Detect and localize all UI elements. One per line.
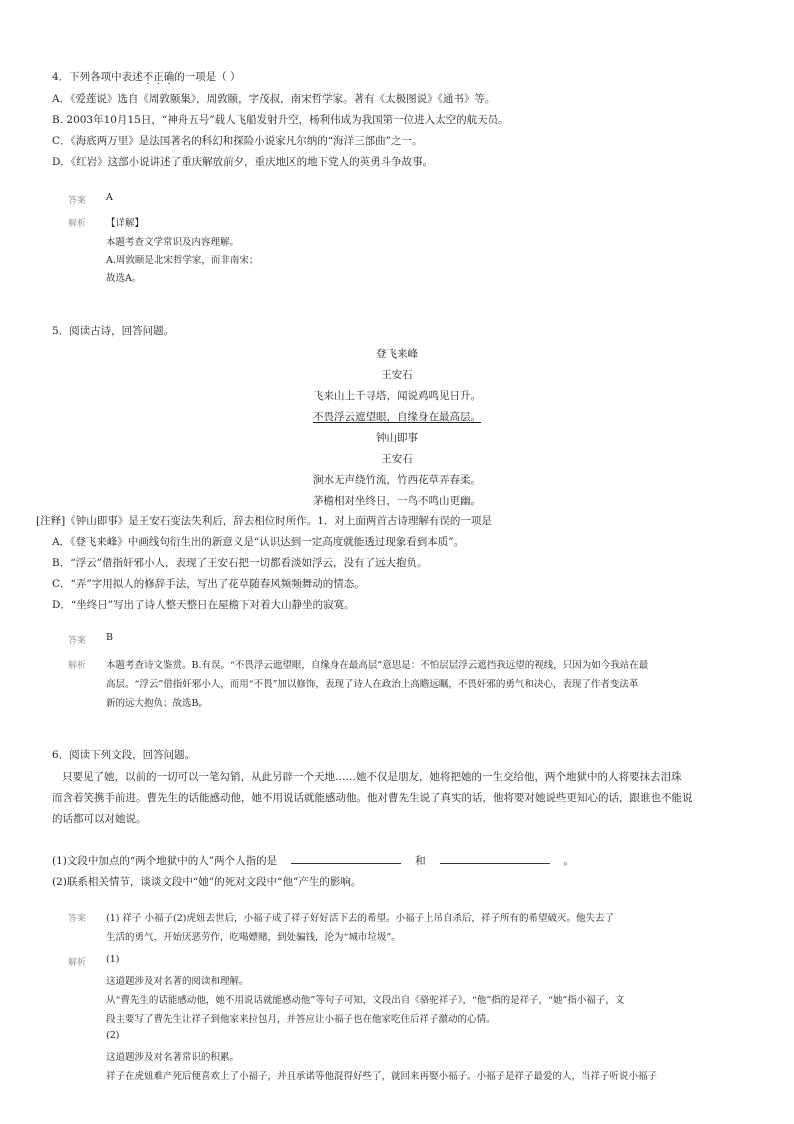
q6-explain-line: 祥子在虎妞难产死后便喜欢上了小福子，并且承诺等他混得好些了，就回来再娶小福子。小福子是祥子最爱的人，当祥子听说小福子	[106, 1071, 658, 1082]
q6-stem: 6．阅读下列文段，回答问题。	[52, 749, 196, 761]
q6-answer-line: 生活的勇气，开始厌恶劳作，吃喝嫖赌，到处骗钱，沦为“城市垃圾”。	[106, 932, 401, 943]
q4-answer: A	[106, 192, 113, 203]
poem-line-underlined: 不畏浮云遮望眼，自缘身在最高层。	[313, 411, 481, 423]
q6-explain-line: (1)	[106, 954, 120, 965]
q6-explain-line: (2)	[106, 1030, 120, 1041]
q4-stem: 4．下列各项中表述不正确的一项是（ ）	[52, 71, 241, 83]
q6-explain-label: 解析	[68, 958, 87, 968]
poem-line: 飞来山上千寻塔，闻说鸡鸣见日升。	[313, 390, 481, 402]
q4-option-b: B. 2003年10月15日，“神舟五号”载人飞船发射升空，杨利伟成为我国第一位进入太空的航天员。	[52, 114, 509, 126]
q5-explain-line: 新的远大抱负；故选B。	[106, 698, 208, 709]
poem-author-1: 王安石	[381, 369, 413, 381]
q4-explain-line: 【详解】	[106, 218, 145, 229]
poem-line: 涧水无声绕竹流，竹西花草弄春柔。	[313, 474, 481, 486]
poem-line: 茅檐相对坐终日，一鸟不鸣山更幽。	[313, 495, 481, 507]
q6-answer-line: (1) 祥子 小福子(2)虎妞去世后，小福子成了祥子好好活下去的希望。小福子上吊自杀后，祥子所有的希望破灭。他失去了	[106, 913, 614, 924]
poem-title-1: 登飞来峰	[376, 348, 418, 360]
q4-explain-label: 解析	[68, 219, 87, 229]
q6-explain-line: 段主要写了曹先生让祥子到他家来拉包月，并答应让小福子也在他家吃住后祥子激动的心情。	[106, 1014, 496, 1025]
q4-explain-line: 故选A。	[106, 273, 142, 284]
q5-explain-label: 解析	[68, 661, 87, 671]
q6-explain-line: 这道题涉及对名著的阅读和理解。	[106, 976, 249, 987]
q4-explain-line: A.周敦颐是北宋哲学家，而非南宋；	[106, 255, 259, 266]
q5-answer: B	[106, 632, 113, 643]
q6-passage-line: 而含着笑携手前进。曹先生的话能感动他，她不用说话就能感动他。他对曹先生说了真实的话，他将要对她说些更知心的话，跟谁也不能说	[52, 792, 693, 804]
answer-blank-2[interactable]	[440, 854, 550, 864]
q4-option-a: A．《爱莲说》选自《周敦颐集》，周敦颐，字茂叔，南宋哲学家。著有《太极图说》《通书》等。	[52, 93, 496, 105]
q5-option-b: B．“浮云”借指奸邪小人，表现了王安石把一切都看淡如浮云，没有了远大抱负。	[52, 557, 428, 569]
q4-option-d: D．《红岩》这部小说讲述了重庆解放前夕，重庆地区的地下党人的英勇斗争故事。	[52, 156, 434, 168]
q4-answer-label: 答案	[68, 196, 87, 206]
q5-option-d: D．“坐终日”写出了诗人整天整日在屋檐下对着大山静坐的寂寞。	[52, 599, 355, 611]
poem-title-2: 钟山即事	[376, 432, 418, 444]
q4-explain-line: 本题考查文学常识及内容理解。	[106, 237, 240, 248]
q6-explain-line: 这道题涉及对名著常识的积累。	[106, 1052, 240, 1063]
q5-explain-line: 本题考查诗文鉴赏。B.有误。“不畏浮云遮望眼，自缘身在最高层”意思是：不怕层层浮云遮挡我远望的视线，只因为如今我站在最	[106, 660, 649, 671]
q6-sub2: (2)联系相关情节，谈谈文段中“她”的死对文段中“他”产生的影响。	[52, 876, 362, 888]
q5-option-a: A．《登飞来峰》中画线句衍生出的新意义是“认识达到一定高度就能透过现象看到本质”。	[52, 536, 465, 548]
poem-author-2: 王安石	[381, 453, 413, 465]
q5-answer-label: 答案	[68, 636, 87, 646]
q6-passage-line: 只要见了她，以前的一切可以一笔勾销，从此另辟一个天地……她不仅是朋友，她将把她的一生交给他，两个地狱中的人将要抹去泪珠	[62, 771, 682, 783]
q6-answer-label: 答案	[68, 914, 87, 924]
q6-passage-line: 的话都可以对她说。	[52, 813, 147, 825]
q6-explain-line: 从“曹先生的话能感动他，她不用说话就能感动他”等句子可知，文段出自《骆驼祥子》，“他”指的是祥子，“她”指小福子，文	[106, 995, 625, 1006]
q5-explain-line: 高层。“浮云”借指奸邪小人，而用“不畏”加以修饰，表现了诗人在政治上高瞻远瞩，不畏奸邪的勇气和决心，表现了作者变法革	[106, 679, 639, 690]
q5-note: [注释]《钟山即事》是王安石变法失利后，辞去相位时所作。1．对上面两首古诗理解有误的一项是	[36, 515, 492, 527]
q5-stem: 5．阅读古诗，回答问题。	[52, 325, 175, 337]
q4-option-c: C．《海底两万里》是法国著名的科幻和探险小说家凡尔纳的“海洋三部曲”之一。	[52, 135, 423, 147]
answer-blank-1[interactable]	[291, 854, 401, 864]
q6-sub1: (1)文段中加点的“两个地狱中的人”两个人指的是 和 。	[52, 855, 575, 867]
q5-option-c: C．“弄”字用拟人的修辞手法，写出了花草随春风频频舞动的情态。	[52, 578, 365, 590]
